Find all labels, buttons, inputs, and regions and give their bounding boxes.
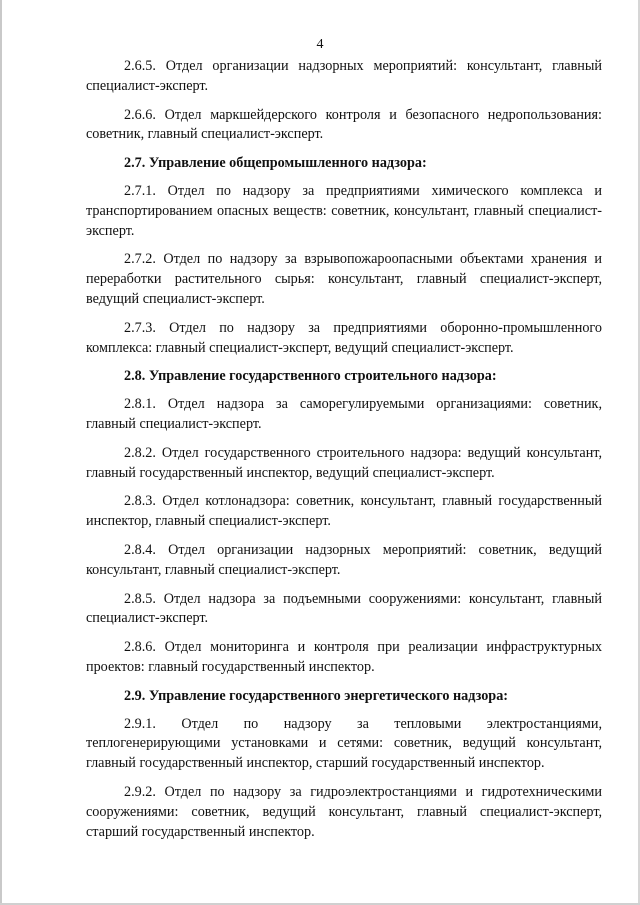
document-body — [86, 57, 602, 851]
section-heading-2-7: 2.7. Управление общепромышленного надзора: — [124, 155, 427, 172]
paragraph-2-8-4: 2.8.4. Отдел организации надзорных мероприятий: советник, ведущий консультант, главный специалист-эксперт. — [86, 541, 602, 578]
paragraph-2-7-3: 2.7.3. Отдел по надзору за предприятиями оборонно-промышленного комплекса: главный специалист-эксперт, ведущий специалист-эксперт. — [86, 319, 602, 356]
paragraph-2-6-6: 2.6.6. Отдел маркшейдерского контроля и безопасного недропользования: советник, главный специалист-эксперт. — [86, 106, 602, 143]
paragraph-2-8-2: 2.8.2. Отдел государственного строительного надзора: ведущий консультант, главный государственный инспектор, ведущий специалист-эксперт. — [86, 444, 602, 481]
paragraph-2-7-1: 2.7.1. Отдел по надзору за предприятиями химического комплекса и транспортированием опасных веществ: советник, консультант, главный специалист-эксперт. — [86, 182, 602, 239]
scan-edge-left — [0, 0, 2, 905]
page-number: 4 — [316, 37, 324, 52]
paragraph-2-6-5: 2.6.5. Отдел организации надзорных мероприятий: консультант, главный специалист-эксперт. — [86, 58, 602, 94]
paragraph-2-9-2: 2.9.2. Отдел по надзору за гидроэлектростанциями и гидротехническими сооружениями: советник, ведущий консультант, главный специалист-эксперт, старший государственный инспектор. — [86, 783, 602, 840]
paragraph-2-9-1: 2.9.1. Отдел по надзору за тепловыми электростанциями, теплогенерирующими установками и сетями: советник, ведущий консультант, главный государственный инспектор, старший государственный инспектор. — [86, 715, 602, 772]
paragraph-2-8-6: 2.8.6. Отдел мониторинга и контроля при реализации инфраструктурных проектов: главный государственный инспектор. — [86, 639, 602, 675]
paragraph-2-7-2: 2.7.2. Отдел по надзору за взрывопожароопасными объектами хранения и переработки растительного сырья: консультант, главный специалист-эксперт, ведущий специалист-эксперт. — [86, 251, 602, 307]
section-heading-2-9: 2.9. Управление государственного энергетического надзора: — [124, 687, 509, 704]
paragraph-2-8-3: 2.8.3. Отдел котлонадзора: советник, консультант, главный государственный инспектор, главный специалист-эксперт. — [86, 493, 602, 530]
section-heading-2-8: 2.8. Управление государственного строительного надзора: — [124, 368, 497, 385]
paragraph-2-8-5: 2.8.5. Отдел надзора за подъемными сооружениями: консультант, главный специалист-эксперт. — [86, 590, 602, 627]
paragraph-2-8-1: 2.8.1. Отдел надзора за саморегулируемыми организациями: советник, главный специалист-эксперт. — [86, 396, 602, 432]
